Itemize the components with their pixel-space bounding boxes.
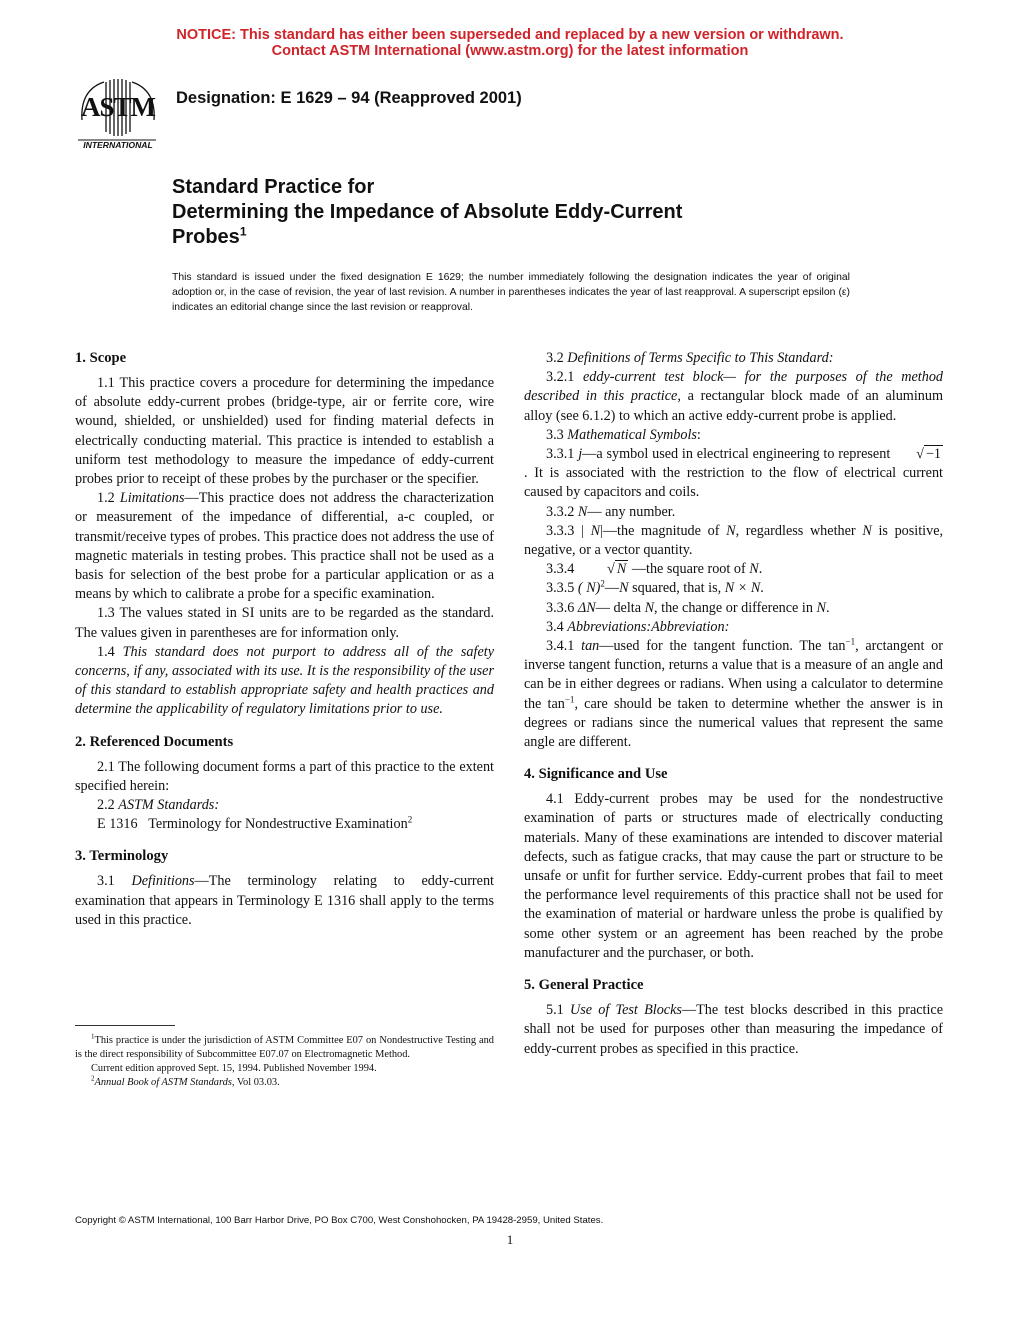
para-3-3-4: 3.3.4 √ N —the square root of N. [524,560,943,579]
para-e1316: E 1316 Terminology for Nondestructive Examination$^2$ [97,814,413,833]
copyright: Copyright © ASTM International, 100 Barr Harbor Drive, PO Box C700, West Conshohocken, PA 19428-2959, United States. [75,1215,604,1226]
supersession-notice [0,27,1020,59]
para-3-2: 3.2 Definitions of Terms Specific to This Standard: [546,350,834,366]
astm-logo [74,76,160,150]
para-1-2: 1.2 Limitations—This practice does not address the characterization or measurement of the impedance of differential, a-c coupled, or transmit/receive types of probes. This practice does not address the use of magnetic materials in testing probes. This practice shall not be used as a basis for selection of the best probe for a particular application or as a means by which to calibrate a probe for a specific examination. [75,490,494,603]
notice-line-2: Contact ASTM International (www.astm.org) for the latest information [271,43,749,59]
title-line-3: Probes$^1$ [172,224,247,248]
footnotes [75,1034,494,1090]
left-column [75,349,494,930]
designation: Designation: E 1629 – 94 (Reapproved 2001) [176,89,522,107]
para-3-3-1: 3.3.1 j—a symbol used in electrical engineering to represent √ −1 . It is associated with the restriction to the flow of electrical current caused by capacitors and coils. [524,446,943,501]
logo-letters: ASTM [80,92,156,122]
issued-note: This standard is issued under the fixed designation E 1629; the number immediately following the designation indicates the year of original adoption or, in the case of revision, the year of last revision. A number in parentheses indicates the year of last reapproval. A superscript epsilon (ε) indicates an editorial change since the last revision or reapproval. [172,272,850,313]
para-2-1: 2.1 The following document forms a part of this practice to the extent specified herein: [75,758,494,794]
section-heading-significance: 4. Significance and Use [524,766,668,783]
sqrt-minus-one: √ −1 [916,446,942,463]
para-3-3-5: 3.3.5 ( N)$^2$—N squared, that is, N × N. [546,578,764,597]
para-5-1: 5.1 Use of Test Blocks—The test blocks described in this practice shall not be used for purposes other than measuring the impedance of eddy-current probes as specified in this practice. [524,1002,944,1057]
para-3-4: 3.4 Abbreviations:Abbreviation: [546,618,730,635]
para-3-1: 3.1 Definitions—The terminology relating to eddy-current examination that appears in Terminology E 1316 shall apply to the terms used in this practice. [75,873,494,928]
title-line-2: Determining the Impedance of Absolute Eddy-Current [172,201,683,223]
title-line-1: Standard Practice for [172,176,375,198]
title-footnote-ref: 1 [239,224,247,239]
para-3-3: 3.3 Mathematical Symbols: [546,426,701,443]
para-2-2: 2.2 ASTM Standards: [97,797,220,814]
para-4-1: 4.1 Eddy-current probes may be used for the nondestructive examination of parts or structures made of electrically conducting materials. Many of these examinations are intended to discover material defects, such as fatigue cracks, that may cause the part or structure to be unsafe or unfit for further service. Eddy-current probes that fail to meet the performance level requirements of this practice shall not be used for the examination of material or hardware unless the probe is qualified by some other system or an agreement has been reached by the probe manufacturer and the purchaser, or both. [524,791,943,961]
para-3-4-1: 3.4.1 tan—used for the tangent function. The $\tan^{-1}$, arctangent or inverse tangent function, returns a value that is a measure of an angle and can be in either degrees or radians. When using a calculator to determine the $\tan^{-1}$, care should be taken to determine whether the answer is in degrees or radians since the numerical values that represent the same angle are different. [524,636,944,751]
section-heading-referenced: 2. Referenced Documents [75,733,234,750]
page-number: 1 [506,1232,514,1247]
para-1-4: 1.4 This standard does not purport to address all of the safety concerns, if any, associated with its use. It is the responsibility of the user of this standard to establish appropriate safety and health practices and determine the applicability of regulatory limitations prior to use. [75,643,495,718]
notice-line-1: NOTICE: This standard has either been superseded and replaced by a new version or withdrawn. [176,27,844,43]
section-heading-general-practice: 5. General Practice [524,977,644,994]
footnote-2: $^2$Annual Book of ASTM Standards, Vol 03.03. [91,1074,280,1088]
sqrt-n: √ N [607,561,627,578]
para-3-3-6: 3.3.6 ΔN— delta N, the change or difference in N. [546,599,830,616]
para-1-3: 1.3 The values stated in SI units are to be regarded as the standard. The values given in parentheses are for information only. [75,605,494,641]
para-3-3-3: 3.3.3 | N|—the magnitude of N, regardless whether N is positive, negative, or a vector quantity. [524,522,944,559]
footnote-rule [75,1025,175,1026]
logo-caption: INTERNATIONAL [83,140,153,150]
para-3-2-1: 3.2.1 eddy-current test block— for the purposes of the method described in this practice, a rectangular block made of an aluminum alloy (see 6.1.2) to which an active eddy-current probe is applied. [524,369,944,424]
section-heading-scope: 1. Scope [75,350,127,366]
footnote-1-current-edition: Current edition approved Sept. 15, 1994. Published November 1994. [91,1063,377,1074]
right-column [524,349,943,1059]
document-title [172,175,682,250]
section-heading-terminology: 3. Terminology [75,848,169,865]
footnote-1: $^1$This practice is under the jurisdiction of ASTM Committee E07 on Nondestructive Testing and is the direct responsibility of Subcommittee E07.07 on Electromagnetic Method. [75,1032,494,1060]
para-1-1: 1.1 This practice covers a procedure for determining the impedance of absolute eddy-current probes (bridge-type, air or ferrite core, wire wound, shielded, or unshielded) used for finding material defects in electrically conducting material. This practice is intended to establish a uniform test methodology to measure the impedance of eddy-current probes prior to receipt of these probes by the purchaser or the specifier. [75,375,494,488]
e1316-footnote-ref: 2 [407,814,413,825]
para-3-3-2: 3.3.2 N— any number. [546,503,676,520]
